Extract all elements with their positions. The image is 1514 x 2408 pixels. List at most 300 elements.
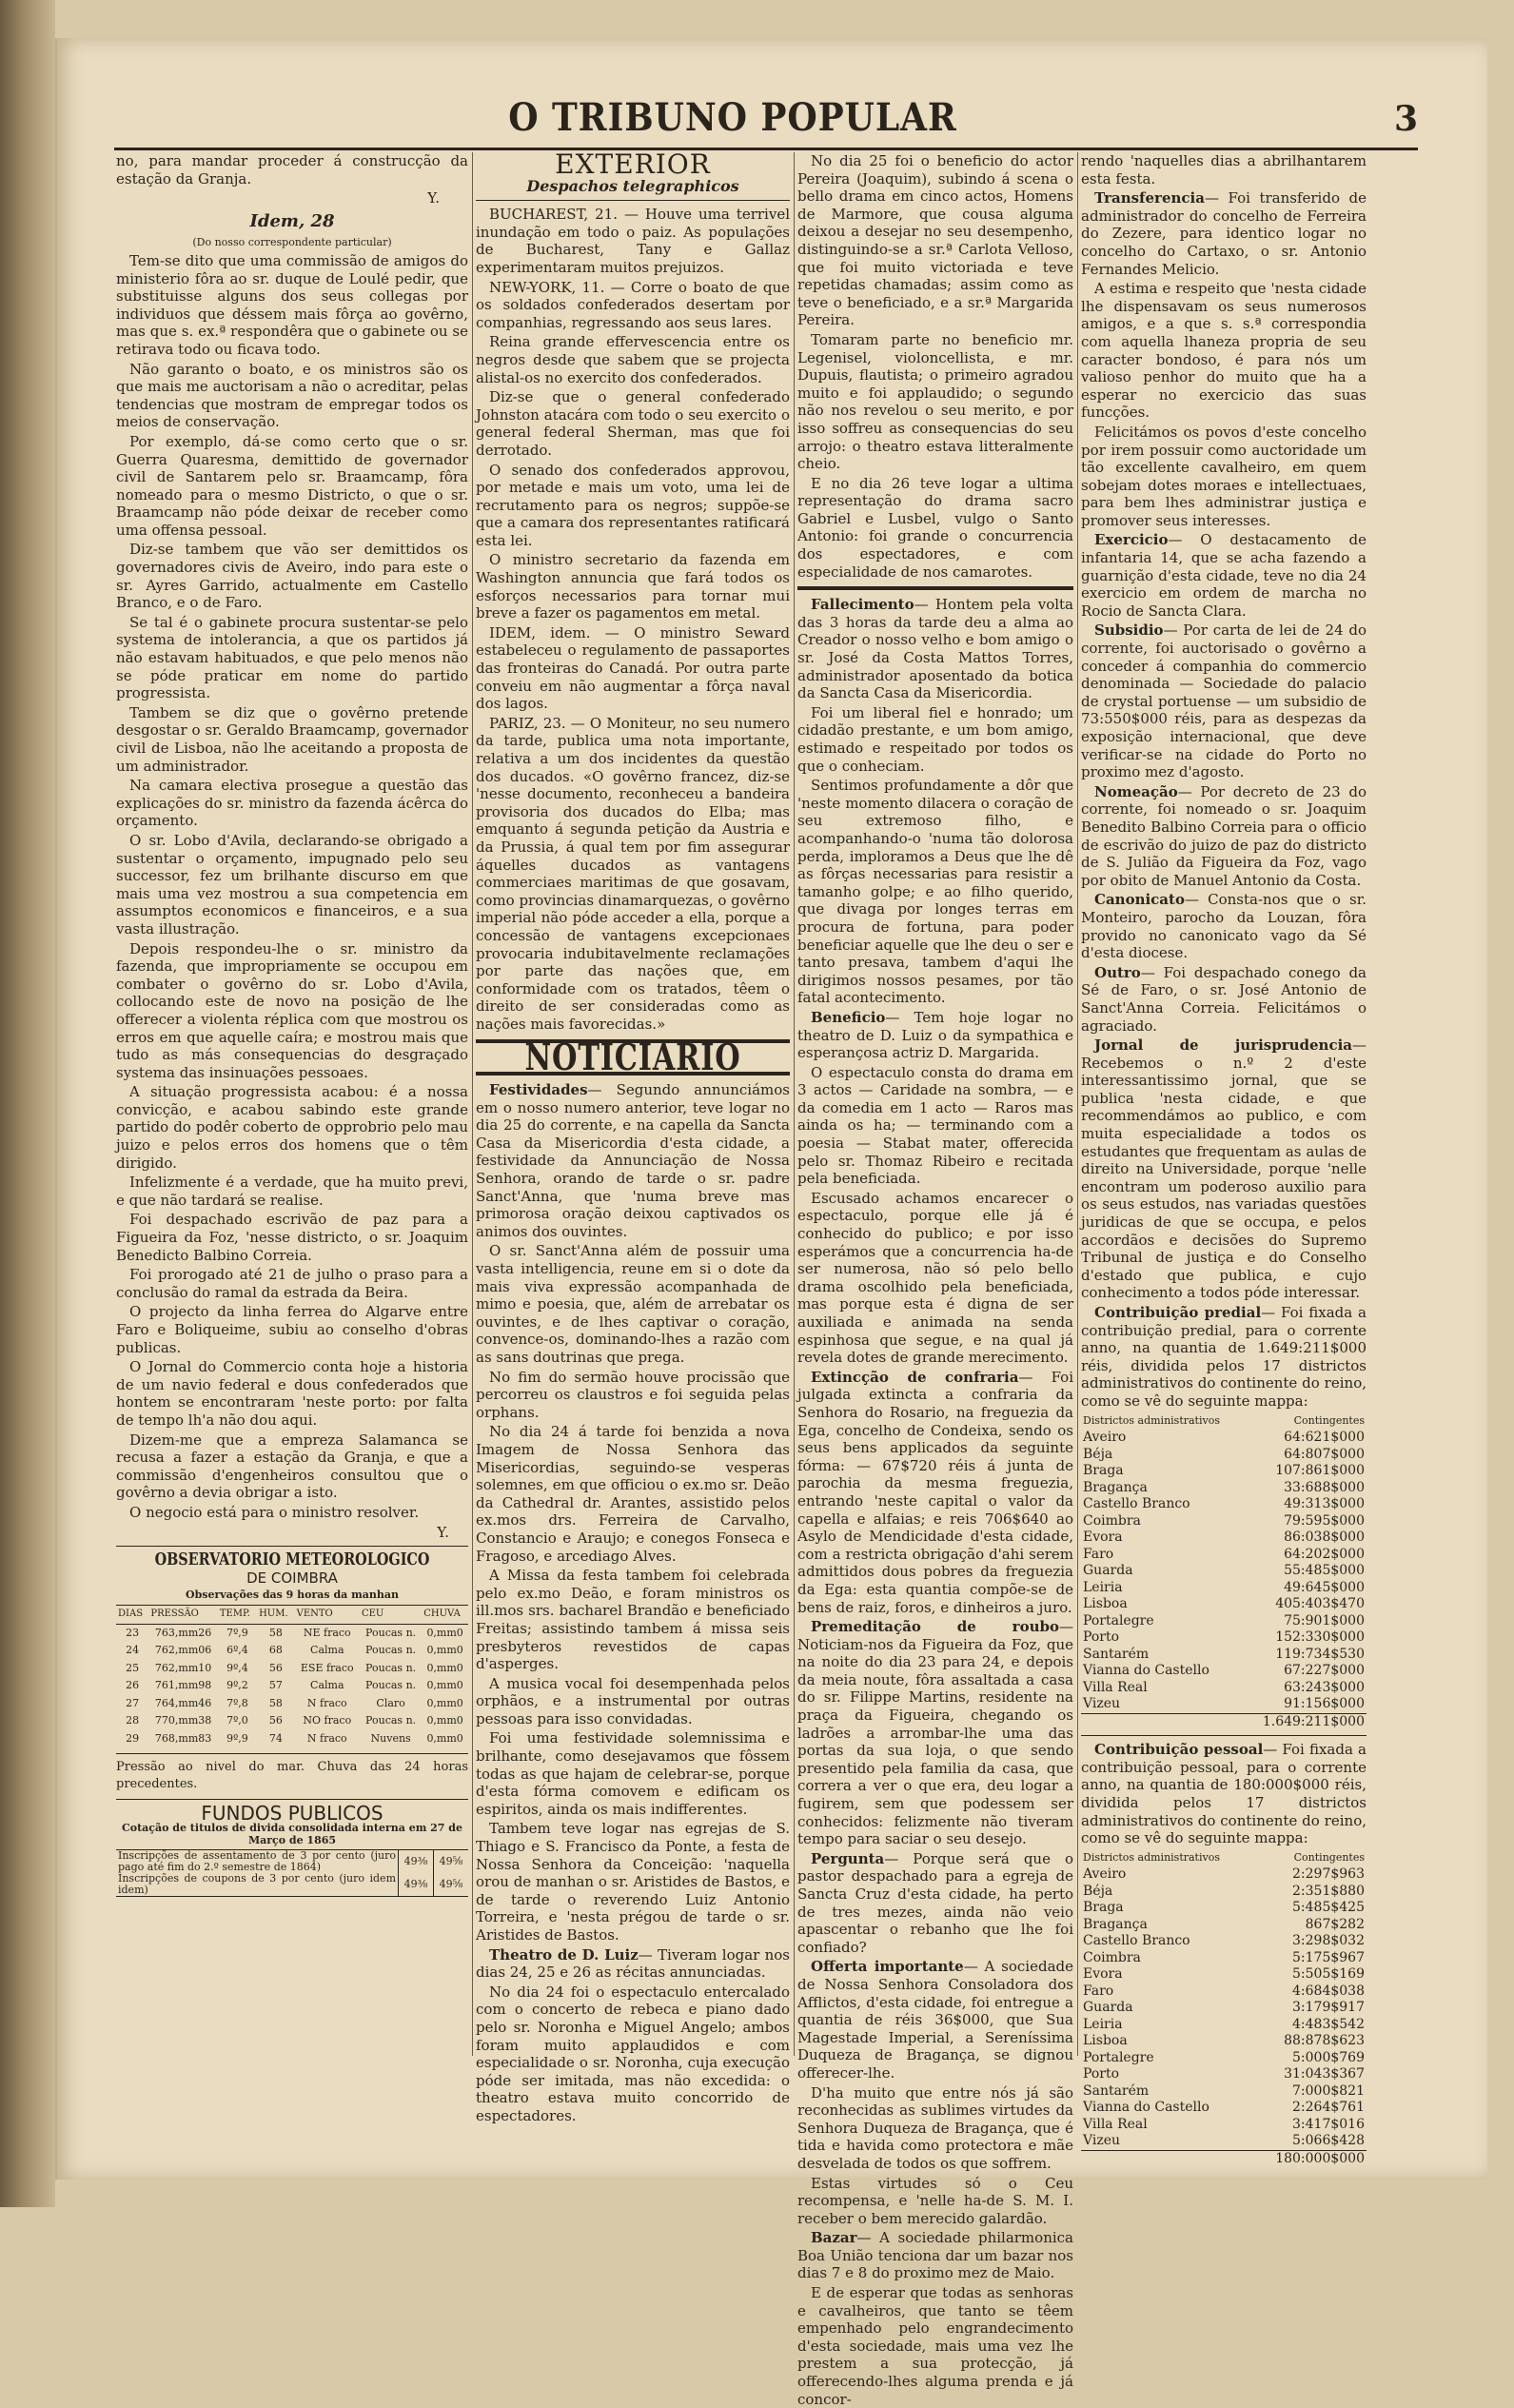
news-text: A estima e respeito que 'nesta cidade lhe dispensavam os seus numerosos amigos, e a que s. s.ª correspondia com aquella lhaneza propria de seu caracter bondoso, é para nós um valioso penhor do muito que ha a esperar no exercicio das suas funcções. — [1081, 280, 1367, 422]
pessoal-table — [1081, 1849, 1367, 2168]
table-total: 1.649:211$000 — [1244, 1713, 1367, 1730]
paragraph: Tambem se diz que o govêrno pretende desgostar o sr. Geraldo Braamcamp, governador civil de Lisboa, não lhe aceitando a proposta de um administrador. — [116, 703, 468, 775]
district-name: Villa Real — [1083, 1679, 1148, 1695]
district-value: 49:313$000 — [1284, 1496, 1365, 1512]
news-heading: Fallecimento — [811, 596, 914, 614]
news-item — [476, 1729, 790, 1818]
paragraph: O Jornal do Commercio conta hoje a historia de um navio federal e dous confederados que hontem se encontraram 'neste porto: por falta de tempo lh'a não dou aqui. — [116, 1358, 468, 1429]
table-row — [1081, 1547, 1367, 1564]
news-text: — A sociedade de Nossa Senhora Consoladora dos Afflictos, d'esta cidade, foi entregue a quantia de réis 36$000, que Sua Magestade Imperial, a Sereníssima Duqueza de Bragança, se dignou offerecer-lhe. — [797, 1958, 1074, 2082]
table-cell: Poucas n. — [365, 1714, 417, 1727]
district-value: 4:483$542 — [1292, 2016, 1365, 2032]
district-value: 88:878$623 — [1284, 2033, 1365, 2049]
news-text: O espectaculo consta do drama em 3 actos — Caridade na sombra, — e da comedia em 1 acto — Raros mas ainda os ha; — terminando com a poesia — Stabat mater, offerecida pelo sr. Thomaz Ribeiro e recitada pela beneficiada. — [797, 1063, 1073, 1188]
news-item — [797, 1850, 1073, 1957]
table-row — [1081, 2133, 1367, 2150]
district-name: Leiria — [1083, 1579, 1123, 1595]
news-heading: Offerta importante — [811, 1958, 964, 1976]
table-header: Contingentes — [1293, 1413, 1365, 1427]
news-item — [1081, 964, 1367, 1035]
news-text: — O destacamento de infantaria 14, que se acha fazendo a guarnição d'esta cidade, teve no dia 24 exercicio em ordem de marcha no Rocio de Sancta Clara. — [1081, 531, 1367, 620]
table-cell: Poucas n. — [365, 1661, 417, 1674]
news-heading: Premeditação de roubo — [811, 1618, 1059, 1636]
district-value: 79:595$000 — [1284, 1512, 1365, 1529]
district-name: Porto — [1083, 1629, 1120, 1646]
district-name: Porto — [1083, 2066, 1120, 2082]
district-name: Santarém — [1083, 1646, 1150, 1662]
table-cell: 49⅝ — [434, 1850, 469, 1874]
news-item — [797, 1190, 1073, 1367]
table-row — [1081, 2033, 1367, 2050]
district-name: Guarda — [1083, 2000, 1133, 2016]
table-row — [1081, 2017, 1367, 2034]
news-heading: Festividades — [489, 1081, 588, 1099]
news-heading: Nomeação — [1094, 782, 1178, 800]
article-continuation: rendo 'naquelles dias a abrilhantarem esta festa. — [1081, 152, 1367, 188]
paragraph: Tem-se dito que uma commissão de amigos do ministerio fôra ao sr. duque de Loulé pedir, que substituisse alguns dos seus collegas por individuos que déssem mais fôrça ao govêrno, mas que s. ex.ª respondêra que o gabinete ou se retirava todo ou ficava todo. — [116, 251, 468, 358]
news-text: No dia 24 foi o espectaculo entercalado com o concerto de rebeca e piano dado pelo sr. Noronha e Miguel Angelo; ambos foram muito applaudidos e com especialidade o sr. Noronha, cuja execução póde ser imitada, mas não excedida: o theatro estava muito concorrido de espectadores. — [476, 1983, 790, 2124]
news-item — [797, 1618, 1073, 1848]
district-value: 55:485$000 — [1284, 1563, 1365, 1579]
table-row — [116, 1695, 468, 1713]
table-row — [1081, 1430, 1367, 1447]
table-header: Districtos administrativos — [1083, 1850, 1220, 1864]
district-value: 152:330$000 — [1275, 1629, 1365, 1646]
news-heading: Contribuição pessoal — [1094, 1741, 1264, 1759]
column-divider — [794, 152, 795, 2056]
news-text: — Foi julgada extincta a confraria da Senhora do Rosario, na freguezia da Ega, concelho de Condeixa, sendo os seus bens applicados da seguinte fórma: — 67$720 réis á junta de parochia da mesma freguezia, entrando 'neste capital o valor da capella e alfaias; e reis 706$640 ao Asylo de Mendicidade d'esta cidade, com a restricta obrigação d'ahi serem admittidos dous pobres da freguezia da Ega: esta quantia compõe-se de bens de raiz, foros, e dinheiros a juro. — [797, 1368, 1073, 1616]
paragraph: E no dia 26 teve logar a ultima representação do drama sacro Gabriel e Lusbel, vulgo o Santo Antonio: foi grande o concurrencia dos espectadores, e com especialidade de nos camarotes. — [797, 474, 1073, 581]
district-name: Santarém — [1083, 2082, 1150, 2099]
district-value: 2:297$963 — [1292, 1866, 1365, 1883]
newspaper-page — [55, 38, 1487, 2408]
district-value: 64:807$000 — [1284, 1446, 1365, 1462]
table-header: DIAS — [116, 1605, 148, 1624]
paragraph: Diz-se que o general confederado Johnston atacára com todo o seu exercito o general federal Sherman, mas que foi derrotado. — [476, 388, 790, 459]
fundos-title: FUNDOS PUBLICOS — [201, 1801, 383, 1825]
table-cell: 770,mm38 — [154, 1714, 212, 1727]
table-cell: 6º,4 — [226, 1644, 248, 1657]
district-name: Vianna do Castello — [1083, 2100, 1209, 2116]
news-item — [797, 1064, 1073, 1188]
news-item — [797, 2229, 1073, 2282]
paragraph: O projecto da linha ferrea do Algarve entre Faro e Boliqueime, subiu ao conselho d'obras publicas. — [116, 1303, 468, 1356]
district-name: Aveiro — [1083, 1866, 1127, 1883]
table-cell: Poucas n. — [365, 1644, 417, 1657]
table-row — [1081, 2117, 1367, 2134]
table-cell: 0,mm0 — [426, 1714, 463, 1727]
district-value: 91:156$000 — [1284, 1696, 1365, 1712]
news-item — [1081, 783, 1367, 890]
district-name: Castello Branco — [1083, 1496, 1190, 1512]
table-cell: 0,mm0 — [426, 1679, 463, 1692]
district-value: 75:901$000 — [1284, 1612, 1365, 1628]
district-name: Bragança — [1083, 1479, 1148, 1495]
noticiario-title: NOTICIARIO — [524, 1035, 741, 1078]
news-item — [476, 1946, 790, 1982]
table-cell: 9º,2 — [226, 1679, 248, 1692]
table-cell: 9º,4 — [226, 1661, 248, 1674]
paragraph: Na camara electiva prosegue a questão das explicações do sr. ministro da fazenda ácêrca do orçamento. — [116, 777, 468, 830]
column-1 — [116, 152, 468, 2122]
section-subtitle: Despachos telegraphicos — [526, 176, 739, 195]
table-header: HUM. — [257, 1605, 295, 1624]
news-item — [476, 1567, 790, 1673]
district-value: 2:264$761 — [1292, 2100, 1365, 2116]
news-item — [797, 1958, 1073, 2082]
column-3 — [797, 152, 1074, 2408]
section-rule — [116, 1799, 468, 1800]
table-cell: 49⅜ — [399, 1873, 434, 1897]
table-header: PRESSÃO — [148, 1605, 217, 1624]
table-row — [1081, 1463, 1367, 1480]
news-heading: Beneficio — [811, 1008, 886, 1026]
district-name: Braga — [1083, 1900, 1124, 1916]
fundos-table — [116, 1849, 468, 1897]
table-cell: Nuvens — [370, 1732, 411, 1746]
table-cell: 74 — [268, 1732, 283, 1746]
news-item — [1081, 189, 1367, 278]
paragraph: Foi despachado escrivão de paz para a Figueira da Foz, 'nesse districto, o sr. Joaquim Benedicto Balbino Correia. — [116, 1211, 468, 1264]
district-name: Vizeu — [1083, 2133, 1121, 2149]
news-item — [1081, 1036, 1367, 1302]
news-heading: Contribuição predial — [1094, 1304, 1262, 1321]
news-text: Escusado achamos encarecer o espectaculo, porque elle já é conhecido do publico; e por isso esperámos que a concurrencia ha-de ser numerosa, não só pelo bello drama oscolhido pela beneficiada, mas porque esta é digna de ser auxiliada e animada na senda espinhosa que segue, e na qual já revela dotes de grande merecimento. — [797, 1189, 1073, 1367]
table-row — [1081, 1480, 1367, 1497]
district-name: Braga — [1083, 1463, 1124, 1479]
news-text: — Foi transferido de administrador do concelho de Ferreira do Zezere, para identico logar no concelho do Cartaxo, o sr. Antonio Fernandes Melicio. — [1081, 189, 1367, 278]
table-cell: 7º,8 — [226, 1696, 248, 1709]
table-cell: 56 — [268, 1661, 283, 1674]
table-header: TEMP. — [218, 1605, 257, 1624]
news-text: A Missa da festa tambem foi celebrada pelo ex.mo Deão, e foram ministros os ill.mos srs. bacharel Brandão e beneficiado Freitas; assistindo tambem á missa seis presbyteros revestidos de capas d'asperges. — [476, 1567, 790, 1673]
district-value: 67:227$000 — [1284, 1663, 1365, 1679]
news-item — [797, 596, 1073, 702]
table-row — [1081, 1680, 1367, 1697]
table-cell: ESE fraco — [300, 1661, 354, 1674]
table-header: Districtos administrativos — [1083, 1413, 1220, 1427]
table-cell: Poucas n. — [365, 1679, 417, 1692]
observatory-title: OBSERVATORIO METEOROLOGICO — [154, 1549, 430, 1570]
table-row — [1081, 1496, 1367, 1513]
table-cell: 7º,9 — [226, 1626, 248, 1639]
table-cell: 0,mm0 — [426, 1732, 463, 1746]
table-row — [1081, 2083, 1367, 2101]
table-row — [1081, 1647, 1367, 1664]
district-value: 31:043$367 — [1284, 2066, 1365, 2082]
table-cell: 57 — [268, 1679, 283, 1692]
table-cell: 49⅝ — [434, 1873, 469, 1897]
table-row — [1081, 1933, 1367, 1950]
table-cell: 24 — [126, 1644, 140, 1657]
news-text: A musica vocal foi desempenhada pelos orphãos, e a instrumental por outras pessoas para isso convidadas. — [476, 1674, 790, 1727]
table-row — [116, 1624, 468, 1642]
table-row — [1081, 1966, 1367, 1984]
paragraph: O senado dos confederados approvou, por metade e mais um voto, uma lei de recrutamento para os negros; suppõe-se que a camara dos representantes ratificará esta lei. — [476, 461, 790, 549]
news-item — [1081, 531, 1367, 620]
table-cell: 27 — [126, 1696, 140, 1709]
news-text: Foi uma festividade solemnissima e brilhante, como desejavamos que fôssem todas as que hajam de celebrar-se, porque d'esta fórma comovem e edificam os espiritos, ainda os mais indifferentes. — [476, 1729, 790, 1818]
table-row — [116, 1730, 468, 1748]
district-name: Bragança — [1083, 1916, 1148, 1932]
column-4 — [1081, 152, 1367, 2166]
news-text: D'ha muito que entre nós já são reconhecidas as sublimes virtudes da Senhora Duqueza de Bragança, que é tida e havida como protectora e mãe desvelada de todos os que soffrem. — [797, 2083, 1073, 2172]
news-text: — A sociedade philarmonica Boa União tenciona dar um bazar nos dias 7 e 8 do proximo mez de Maio. — [797, 2229, 1073, 2282]
observatory-table — [116, 1605, 468, 1748]
table-cell: 0,mm0 — [426, 1696, 463, 1709]
table-cell: 762,mm06 — [154, 1644, 212, 1657]
news-item — [1081, 1304, 1367, 1411]
table-cell: NO fraco — [303, 1714, 352, 1727]
masthead-rule — [114, 148, 1418, 150]
district-value: 3:417$016 — [1292, 2116, 1365, 2132]
table-cell: 0,mm0 — [426, 1626, 463, 1639]
column-divider — [472, 152, 473, 2056]
district-name: Portalegre — [1083, 1612, 1154, 1628]
news-item — [476, 1242, 790, 1366]
news-item — [797, 704, 1073, 775]
table-row — [116, 1642, 468, 1660]
section-rule — [116, 1546, 468, 1547]
district-value: 5:000$769 — [1292, 2049, 1365, 2065]
district-name: Evora — [1083, 1530, 1123, 1546]
district-value: 63:243$000 — [1284, 1679, 1365, 1695]
table-row — [1081, 1663, 1367, 1680]
table-row — [116, 1660, 468, 1678]
table-header: Contingentes — [1293, 1850, 1365, 1864]
paragraph: O negocio está para o ministro resolver. — [129, 1503, 420, 1521]
news-item — [476, 1820, 790, 1944]
news-text: — Foi fixada a contribuição predial, para o corrente anno, na quantia de 1.649:211$000 réis, dividida pelos 17 districtos administrativos do continente do reino, como se vê do seguinte mappa: — [1081, 1304, 1367, 1410]
table-cell: 23 — [126, 1626, 140, 1639]
table-row — [1081, 1613, 1367, 1630]
paragraph: Por exemplo, dá-se como certo que o sr. Guerra Quaresma, demittido de governador civil de Santarem pelo sr. Braamcamp, fôra nomeado para o mesmo Districto, o que o sr. Braamcamp não póde deixar de receber como uma offensa pessoal. — [116, 432, 468, 539]
news-heading: Extincção de confraria — [811, 1368, 1019, 1386]
district-name: Portalegre — [1083, 2049, 1154, 2065]
news-text: — Foi fixada a contribuição pessoal, para o corrente anno, na quantia de 180:000$000 réis, dividida pelos 17 districtos administrativos do continente do reino, como se vê do seguinte mappa: — [1081, 1741, 1367, 1847]
news-text: No dia 24 á tarde foi benzida a nova Imagem de Nossa Senhora das Misericordias, seguindo-se vesperas solemnes, em que officiou o ex.mo sr. Deão da Cathedral dr. Arantes, assistido pelos ex.mos drs. Ferreira de Carvalho, Constancio e Araujo; e conegos Fonseca e Fragoso, e arcediago Alves. — [476, 1423, 790, 1565]
table-cell: 0,mm0 — [426, 1661, 463, 1674]
news-text: — Tem hoje logar no theatro de D. Luiz o da sympathica e esperançosa actriz D. Margarida. — [797, 1008, 1073, 1062]
district-name: Vizeu — [1083, 1696, 1121, 1712]
district-name: Coimbra — [1083, 1512, 1141, 1529]
news-item — [476, 1675, 790, 1728]
telegrams-body — [476, 206, 790, 1033]
paragraph: Diz-se tambem que vão ser demittidos os governadores civis de Aveiro, indo para este o sr. Ayres Garrido, actualmente em Castello Branco, e o de Faro. — [116, 541, 468, 612]
news-text: Felicitámos os povos d'este concelho por irem possuir como auctoridade um tão excellente cavalheiro, em quem sobejam dotes moraes e intellectuaes, para bem lhes administrar justiça e promover seus interesses. — [1081, 423, 1367, 529]
table-row — [116, 1850, 468, 1874]
district-name: Leiria — [1083, 2016, 1123, 2032]
district-value: 5:175$967 — [1292, 1949, 1365, 1965]
column-divider — [1077, 152, 1078, 2056]
district-name: Castello Branco — [1083, 1933, 1190, 1949]
table-cell: 25 — [126, 1661, 140, 1674]
table-row — [1081, 1513, 1367, 1530]
district-name: Guarda — [1083, 1563, 1133, 1579]
table-cell: 49⅜ — [399, 1850, 434, 1874]
table-cell: 68 — [268, 1644, 283, 1657]
table-cell: Inscripções de coupons de 3 por cento (juro idem idem) — [118, 1872, 396, 1897]
news-text: — Porque será que o pastor despachado para a egreja de Sancta Cruz d'esta cidade, ha perto de tres mezes, ainda não veio apascentar o rebanho que lhe foi confiado? — [797, 1849, 1073, 1956]
signature: Y. — [437, 1523, 449, 1541]
district-value: 107:861$000 — [1275, 1463, 1365, 1479]
table-cell: Calma — [310, 1644, 344, 1657]
district-name: Faro — [1083, 1983, 1114, 1999]
district-name: Lisboa — [1083, 2033, 1128, 2049]
news-item — [1081, 280, 1367, 422]
section-title: EXTERIOR — [555, 148, 711, 180]
news-item — [476, 1984, 790, 2125]
district-value: 5:485$425 — [1292, 1900, 1365, 1916]
table-row — [1081, 1596, 1367, 1613]
column-2 — [476, 148, 790, 2124]
paragraph: Dizem-me que a empreza Salamanca se recusa a fazer a estação da Granja, e que a commissão d'engenheiros consultou que o govêrno a devia obrigar a isto. — [116, 1431, 468, 1502]
district-name: Aveiro — [1083, 1430, 1127, 1446]
table-row — [1081, 2050, 1367, 2067]
news-item — [1081, 622, 1367, 780]
district-name: Villa Real — [1083, 2116, 1148, 2132]
district-value: 405:403$470 — [1275, 1596, 1365, 1612]
section-rule — [476, 200, 790, 201]
theatre-body — [797, 152, 1073, 581]
table-row — [1081, 1447, 1367, 1464]
district-name: Faro — [1083, 1546, 1114, 1562]
news-text: — Noticiam-nos da Figueira da Foz, que na noite do dia 23 para 24, e depois da meia noute, fôra assaltada a casa do sr. Filippe Martins, residente na praça da Figueira, chegando os ladrões a arrombar-lhe uma das portas da sua loja, o que sendo presentido pela familia da casa, que correra a ver o que era, deu logar a fugirem, sem que podessem ser conhecidos: felizmente não tiveram tempo para saciar o seu desejo. — [797, 1618, 1073, 1848]
predial-table — [1081, 1412, 1367, 1731]
district-name: Coimbra — [1083, 1949, 1141, 1965]
news-text: Foi um liberal fiel e honrado; um cidadão prestante, e um bom amigo, estimado e respeitado por todos os que o conheciam. — [797, 703, 1073, 775]
table-row — [116, 1712, 468, 1730]
table-total: 180:000$000 — [1253, 2150, 1367, 2167]
table-row — [1081, 1629, 1367, 1647]
news-text: — Foi despachado conego da Sé de Faro, o sr. José Antonio de Sanct'Anna Correia. Felicitámos o agraciado. — [1081, 963, 1367, 1035]
district-name: Vianna do Castello — [1083, 1663, 1209, 1679]
table-cell: 56 — [268, 1714, 283, 1727]
news-text: Tambem teve logar nas egrejas de S. Thiago e S. Francisco da Ponte, a festa de Nossa Senhora da Conceição: 'naquella orou de manhan o sr. Aristides de Bastos, e de tarde o reverendo Luiz Antonio Torreira, e 'nesta prégou de tarde o sr. Aristides de Bastos. — [476, 1820, 790, 1944]
table-cell: 9º,9 — [226, 1732, 248, 1746]
article-body — [116, 252, 468, 1522]
table-row — [1081, 1563, 1367, 1580]
news-heading: Subsidio — [1094, 622, 1164, 640]
news-item — [797, 1009, 1073, 1062]
paragraph: Depois respondeu-lhe o sr. ministro da fazenda, que impropriamente se occupou em combater o govêrno do sr. Lobo d'Avila, collocando este de novo na posição de lhe offerecer a violenta réplica com que mostrou os erros em que aquelle caíra; e mostrou mais que tudo as más consequencias do desgraçado systema das insinuações pessoaes. — [116, 939, 468, 1081]
district-name: Lisboa — [1083, 1596, 1128, 1612]
paragraph: PARIZ, 23. — O Moniteur, no seu numero da tarde, publica uma nota importante, relativa a um dos incidentes da questão dos ducados. «O govêrno francez, diz-se 'nesse documento, reconheceu a bandeira provisoria dos ducados do Elba; mas emquanto á segunda petição da Austria e da Prussia, á qual tem por fim assegurar áquelles ducados as vantagens commerciaes maritimas de que gosavam, como provincias dinamarquezas, o govêrno imperial não póde acceder a ella, porque a concessão de vantagens excepcionaes provocaria indubitavelmente reclamações por parte das nações que, em conformidade com os tratados, têem o direito de ser consideradas como as nações mais favorecidas.» — [476, 714, 790, 1033]
table-row — [1081, 1580, 1367, 1597]
news-item — [476, 1423, 790, 1565]
table-row — [1081, 1950, 1367, 1967]
table-cell: Claro — [376, 1696, 405, 1709]
article-continuation: no, para mandar proceder á construcção da estação da Granja. — [116, 152, 468, 188]
news-heading: Pergunta — [811, 1849, 885, 1867]
news-text: — Recebemos o n.º 2 d'este interessantissimo jornal, que se publica 'nesta cidade, e que recommendámos ao publico, e com muita especialidade a todos os estudantes que frequentam as aulas de direito na Universidade, porque 'nelle encontram um poderoso auxilio para os seus estudos, nas variadas questões juridicas de que se occupa, e pelos accordãos e decisões do Supremo Tribunal de justiça e do Conselho d'estado que publica, e cujo conhecimento a todos póde interessar. — [1081, 1036, 1367, 1302]
table-row — [1081, 1866, 1367, 1884]
observatory-note: Pressão ao nivel do mar. Chuva das 24 horas precedentes. — [116, 1759, 468, 1792]
table-cell: 58 — [268, 1696, 283, 1709]
table-cell: 58 — [268, 1626, 283, 1639]
table-cell: 0,mm0 — [426, 1644, 463, 1657]
paragraph: BUCHAREST, 21. — Houve uma terrivel inundação em todo o paiz. As populações de Bucharest, Tany e Gallaz experimentaram muitos prejuizos. — [476, 206, 790, 276]
news-item — [797, 2084, 1073, 2173]
district-value: 86:038$000 — [1284, 1530, 1365, 1546]
table-cell: 763,mm26 — [154, 1626, 212, 1639]
table-row — [116, 1873, 468, 1897]
news-text: — Por carta de lei de 24 do corrente, foi auctorisado o govêrno a conceder á companhia do commercio denominada — Sociedade do palacio de crystal portuense — um subsidio de 73:550$000 réis, para as despezas da exposição internacional, que deve verificar-se na cidade do Porto no proximo mez d'agosto. — [1081, 622, 1367, 781]
news-heading: Transferencia — [1094, 189, 1205, 207]
news-heading: Outro — [1094, 963, 1141, 981]
district-value: 49:645$000 — [1284, 1579, 1365, 1595]
news-text: Estas virtudes só o Ceu recompensa, e 'nelle ha-de S. M. I. receber o bem merecido galardão. — [797, 2174, 1073, 2227]
district-value: 119:734$530 — [1275, 1646, 1365, 1662]
section-rule — [1081, 1735, 1367, 1736]
news-item — [1081, 891, 1367, 961]
table-cell: NE fraco — [303, 1626, 351, 1639]
table-cell: 29 — [126, 1732, 140, 1746]
article-heading: Idem, 28 — [249, 210, 335, 231]
news-body — [797, 596, 1073, 2408]
district-value: 7:000$821 — [1292, 2082, 1365, 2099]
news-text: E de esperar que todas as senhoras e cavalheiros, que tanto se têem empenhado pelo engrandecimento d'esta sociedade, mais uma vez lhe prestem a sua protecção, já offerecendo-lhes alguma prenda e já concor- — [797, 2284, 1073, 2408]
paragraph: Foi prorogado até 21 de julho o praso para a conclusão do ramal da estrada da Beira. — [116, 1266, 468, 1301]
paragraph: Não garanto o boato, e os ministros são os que mais me auctorisam a não o acreditar, pelas tendencias que mostram de empregar todos os meios de conservação. — [116, 360, 468, 431]
district-value: 64:202$000 — [1284, 1546, 1365, 1562]
table-cell: 768,mm83 — [154, 1732, 212, 1746]
table-cell: 762,mm10 — [154, 1661, 212, 1674]
table-cell: 7º,0 — [226, 1714, 248, 1727]
table-cell: N fraco — [306, 1696, 347, 1709]
paragraph: NEW-YORK, 11. — Corre o boato de que os soldados confederados desertam por companhias, regressando aos seus lares. — [476, 278, 790, 331]
section-rule — [797, 586, 1073, 590]
table-header: VENTO — [295, 1605, 360, 1624]
observatory-place: DE COIMBRA — [246, 1569, 338, 1587]
table-cell: 764,mm46 — [154, 1696, 212, 1709]
table-row — [1081, 1984, 1367, 2001]
table-cell: Calma — [310, 1679, 344, 1692]
table-cell: Inscripções de assentamento de 3 por cento (juro pago até fim do 2.º semestre de 1864) — [118, 1849, 396, 1874]
news-heading: Canonicato — [1094, 891, 1185, 909]
news-item — [797, 1369, 1073, 1616]
signature: Y. — [427, 189, 440, 207]
fundos-subtitle: Cotação de titulos de divida consolidada interna em 27 de Março de 1865 — [122, 1822, 462, 1847]
book-gutter — [0, 0, 55, 2207]
newspaper-title: O TRIBUNO POPULAR — [508, 95, 957, 140]
paragraph: Tomaram parte no beneficio mr. Legenisel, violoncellista, e mr. Dupuis, flautista; o primeiro agradou muito e foi applaudido; o segundo não nos revelou o seu merito, e por isso soffreu as consequencias do seu arrojo: o theatro estava litteralmente cheio. — [797, 330, 1073, 473]
observatory-subtitle: Observações das 9 horas da manhan — [186, 1589, 399, 1602]
news-text: Sentimos profundamente a dôr que 'neste momento dilacera o coração de seu extremoso filho, e acompanhando-o 'numa tão dolorosa perda, imploramos a Deus que lhe dê as fôrças necessarias para resistir a tamanho golpe; e ao filho querido, que divaga por longes terras em procura de fortuna, para poder beneficiar aquelle que lhe deu o ser e tanto presava, tambem d'aqui lhe dirigimos nossos pesames, por tão fatal acontecimento. — [797, 777, 1073, 1007]
news-item — [476, 1081, 790, 1240]
article-subheading: (Do nosso correspondente particular) — [192, 236, 392, 249]
news-text: O sr. Sanct'Anna além de possuir uma vasta intelligencia, reune em si o dote da mais viva expressão acompanhada de mimo e poesia, que, além de arrebatar os ouvintes, e de lhes captivar o coração, convence-os, dominando-lhes a razão com as sans doutrinas que prega. — [476, 1242, 790, 1366]
table-row — [1081, 1917, 1367, 1934]
news-heading: Jornal de jurisprudencia — [1094, 1036, 1352, 1055]
news-heading: Bazar — [811, 2229, 857, 2247]
news-body — [1081, 189, 1367, 1410]
table-cell: Poucas n. — [365, 1626, 417, 1639]
table-cell: 761,mm98 — [154, 1679, 212, 1692]
news-item — [1081, 424, 1367, 530]
paragraph: No dia 25 foi o beneficio do actor Pereira (Joaquim), subindo á scena o bello drama em cinco actos, Homens de Marmore, que cousa alguma deixou a desejar no seu desempenho, distinguindo-se a sr.ª Carlota Velloso, que foi muito victoriada e teve repetidas chamadas; assim como as teve o beneficiado, e a sr.ª Margarida Pereira. — [797, 152, 1073, 329]
table-row — [116, 1677, 468, 1695]
district-value: 867$282 — [1305, 1916, 1365, 1932]
district-value: 5:505$169 — [1292, 1966, 1365, 1983]
district-value: 2:351$880 — [1292, 1883, 1365, 1899]
news-heading: Exercicio — [1094, 531, 1169, 549]
paragraph: O ministro secretario da fazenda em Washington annuncia que fará todos os esforços necessarios para tornar mui breve a fazer os pagamentos em metal. — [476, 551, 790, 622]
table-row — [1081, 1884, 1367, 1901]
news-text: — Consta-nos que o sr. Monteiro, parocho da Louzan, fôra provido no canonicato vago da Sé d'esta diocese. — [1081, 891, 1367, 962]
table-cell: 28 — [126, 1714, 140, 1727]
table-cell: N fraco — [306, 1732, 347, 1746]
